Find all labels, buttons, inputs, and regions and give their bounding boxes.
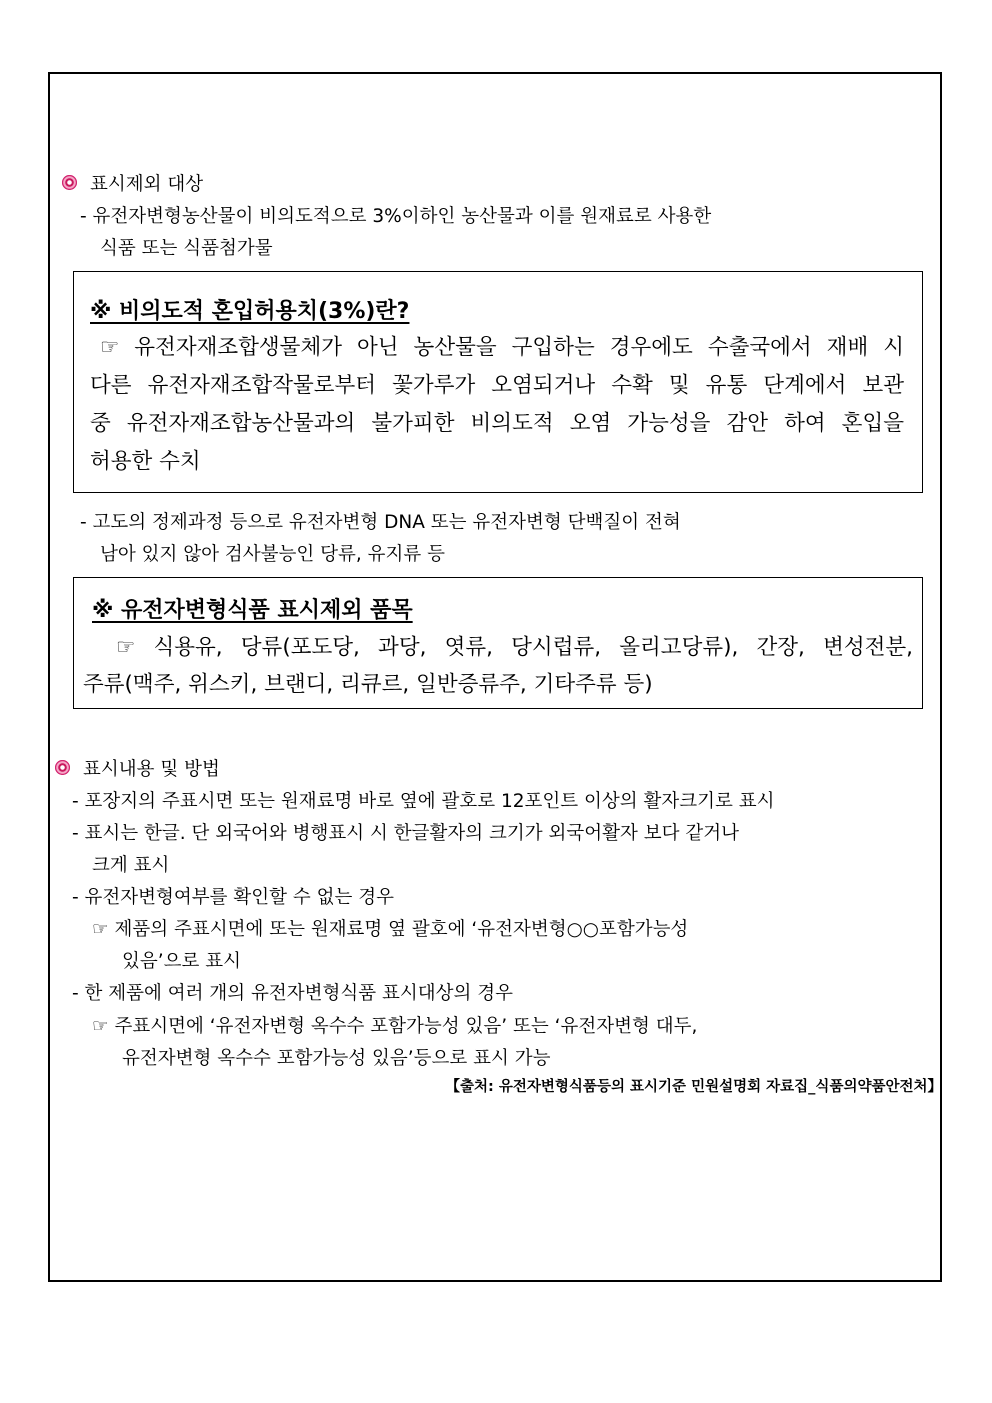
box1-line-4: 허용한 수치 [90,449,201,474]
pink-bullet-icon [62,175,77,190]
section2-line-3: 크게 표시 [92,855,170,876]
box2-line-1: ☞ 식용유, 당류(포도당, 과당, 엿류, 당시럽류, 올리고당류), 간장, 변성전분, [116,635,913,660]
box1-line-1: ☞ 유전자재조합생물체가 아닌 농산물을 구입하는 경우에도 수출국에서 재배 시 [100,335,904,360]
source-citation: 【출처: 유전자변형식품등의 표시기준 민원설명회 자료집_식품의약품안전처】 [445,1079,942,1095]
box2-line-2: 주류(맥주, 위스키, 브랜디, 리큐르, 일반증류주, 기타주류 등) [83,672,653,697]
pink-bullet-icon [55,760,70,775]
section2-line-8: ☞ 주표시면에 ‘유전자변형 옥수수 포함가능성 있음’ 또는 ‘유전자변형 대두, [92,1016,698,1037]
section2-heading: 표시내용 및 방법 [83,759,220,780]
box1-line-3: 중 유전자재조합농산물과의 불가피한 비의도적 오염 가능성을 감안 하여 혼입을 [90,411,904,436]
section2-line-1: - 포장지의 주표시면 또는 원재료명 바로 옆에 괄호로 12포인트 이상의 활자크기로 표시 [72,791,775,812]
section1b-line-1: - 고도의 정제과정 등으로 유전자변형 DNA 또는 유전자변형 단백질이 전혀 [80,512,681,533]
section2-line-7: - 한 제품에 여러 개의 유전자변형식품 표시대상의 경우 [72,983,514,1004]
section2-line-5: ☞ 제품의 주표시면에 또는 원재료명 옆 괄호에 ‘유전자변형○○포함가능성 [92,919,689,940]
box2-title: ※ 유전자변형식품 표시제외 품목 [92,598,413,623]
section1-line-1: - 유전자변형농산물이 비의도적으로 3%이하인 농산물과 이를 원재료로 사용한 [80,206,712,227]
section2-line-2: - 표시는 한글. 단 외국어와 병행표시 시 한글활자의 크기가 외국어활자 보다 같거나 [72,823,739,844]
section1-heading: 표시제외 대상 [90,174,204,195]
section1b-line-2: 남아 있지 않아 검사불능인 당류, 유지류 등 [100,544,445,565]
box1-line-2: 다른 유전자재조합작물로부터 꽃가루가 오염되거나 수확 및 유통 단계에서 보관 [90,373,904,398]
section1-line-2: 식품 또는 식품첨가물 [100,238,273,259]
section2-line-9: 유전자변형 옥수수 포함가능성 있음’등으로 표시 가능 [122,1048,551,1069]
section2-line-6: 있음’으로 표시 [122,951,241,972]
box1-title: ※ 비의도적 혼입허용치(3%)란? [90,299,410,324]
section2-line-4: - 유전자변형여부를 확인할 수 없는 경우 [72,887,395,908]
